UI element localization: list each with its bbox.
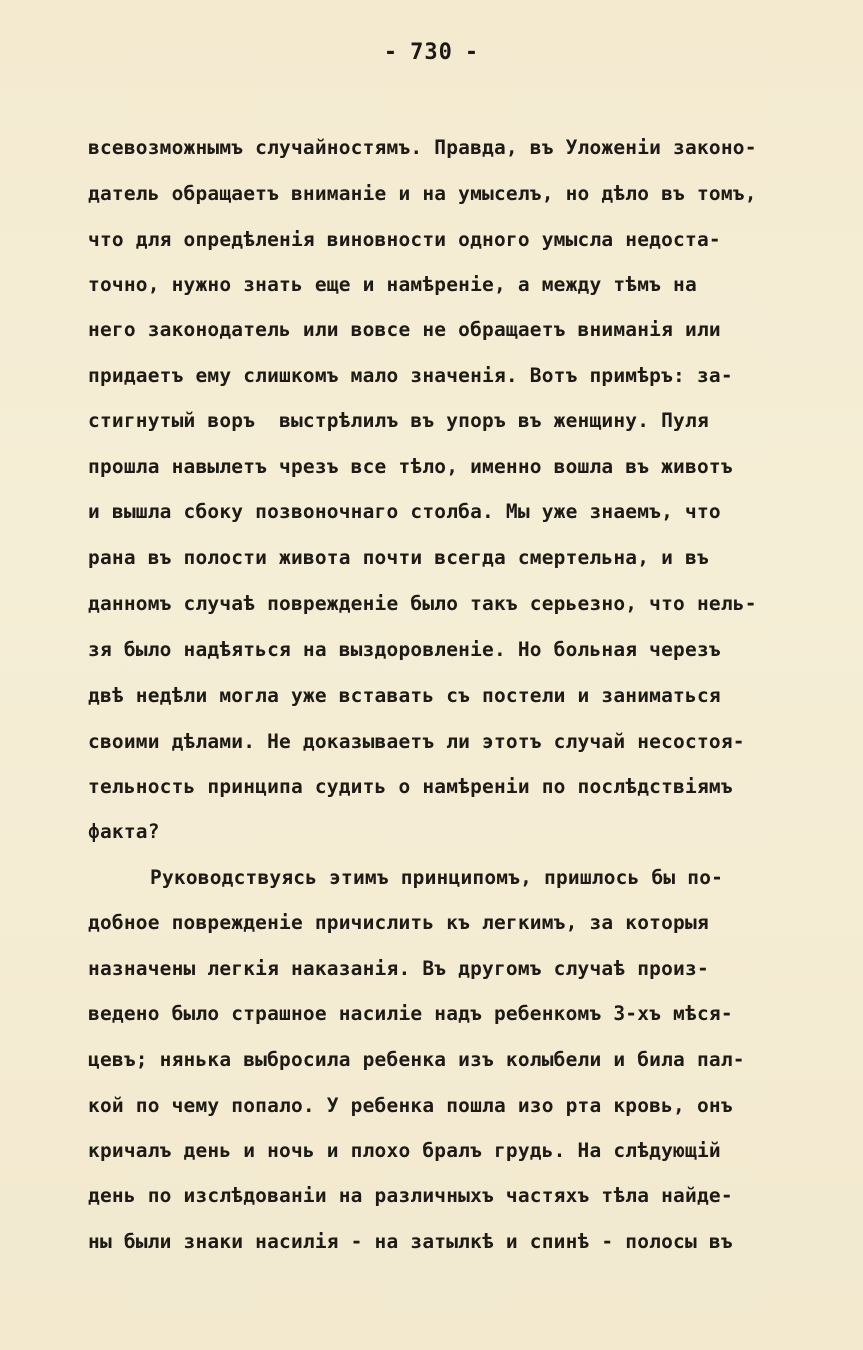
- text-line: добное поврежденie причислить къ легкимъ, за которыя: [88, 911, 709, 934]
- text-line: назначены легкiя наказанiя. Въ другомъ случаѣ произ-: [88, 957, 709, 980]
- text-line: придаетъ ему слишкомъ мало значенiя. Вотъ примѣръ: за-: [88, 364, 733, 387]
- text-line: факта?: [88, 820, 160, 843]
- text-line: тельность принципа судить о намѣренiи по послѣдствiямъ: [88, 775, 733, 798]
- text-line: кой по чему попало. У ребенка пошла изо рта кровь, онъ: [88, 1094, 733, 1117]
- text-line: датель обращаетъ вниманie и на умыселъ, но дѣло въ томъ,: [88, 182, 757, 205]
- text-line: Руководствуясь этимъ принципомъ, пришлось бы по-: [150, 866, 724, 889]
- text-line: точно, нужно знать еще и намѣренie, а между тѣмъ на: [88, 273, 697, 296]
- text-line: ны были знаки насилiя - на затылкѣ и спинѣ - полосы въ: [88, 1230, 733, 1253]
- text-line: цевъ; нянька выбросила ребенка изъ колыбели и била пал-: [88, 1048, 745, 1071]
- text-line: двѣ недѣли могла уже вставать съ постели и заниматься: [88, 684, 721, 707]
- text-line: него законодатель или вовсе не обращаетъ вниманiя или: [88, 318, 721, 341]
- page-number: - 730 -: [383, 40, 480, 65]
- text-line: всевозможнымъ случайностямъ. Правда, въ Уложенiи законо-: [88, 136, 757, 159]
- text-line: рана въ полости живота почти всегда смертельна, и въ: [88, 546, 709, 569]
- text-line: что для опредѣленiя виновности одного умысла недоста-: [88, 228, 721, 251]
- text-line: зя было надѣяться на выздоровленie. Но больная черезъ: [88, 638, 721, 661]
- text-line: и вышла сбоку позвоночнаго столба. Мы уже знаемъ, что: [88, 500, 721, 523]
- text-line: своими дѣлами. Не доказываетъ ли этотъ случай несостоя-: [88, 730, 745, 753]
- text-line: стигнутый воръ выстрѣлилъ въ упоръ въ женщину. Пуля: [88, 409, 709, 432]
- text-line: данномъ случаѣ поврежденie было такъ серьезно, что нель-: [88, 592, 757, 615]
- text-line: день по изслѣдованiи на различныхъ частяхъ тѣла найде-: [88, 1184, 733, 1207]
- text-line: прошла навылетъ чрезъ все тѣло, именно вошла въ животъ: [88, 455, 733, 478]
- text-line: кричалъ день и ночь и плохо бралъ грудь. На слѣдующiй: [88, 1139, 721, 1162]
- text-line: ведено было страшное насилie надъ ребенкомъ 3-хъ мѣся-: [88, 1002, 733, 1025]
